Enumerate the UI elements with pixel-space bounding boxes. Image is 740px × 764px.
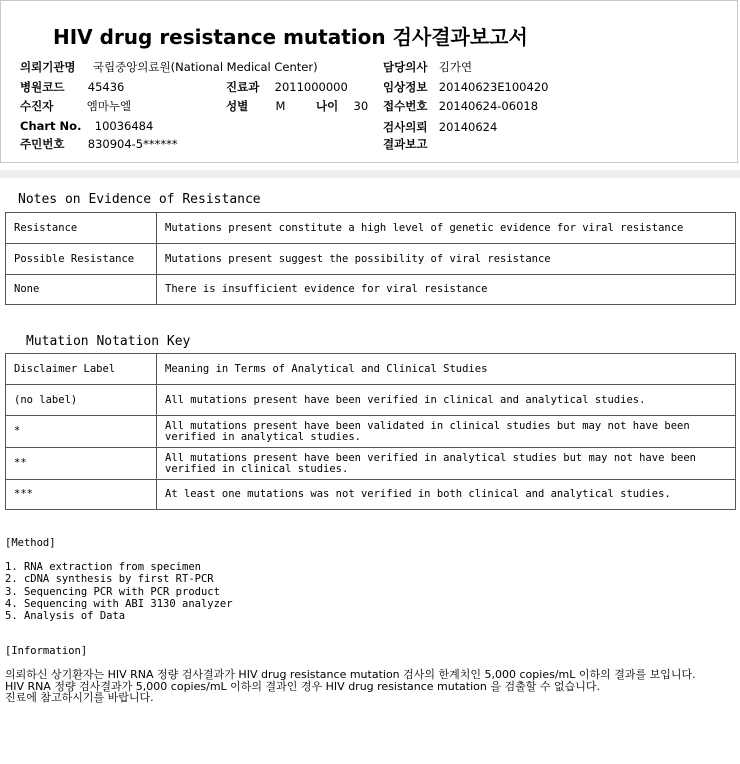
table-row bbox=[6, 213, 736, 244]
report-header bbox=[0, 0, 738, 163]
evidence-table bbox=[5, 212, 736, 305]
resident-no-field bbox=[20, 136, 178, 152]
request-date-label: 검사의뢰 bbox=[383, 120, 428, 134]
receipt-no-label: 접수번호 bbox=[383, 99, 428, 113]
notation-meaning: All mutations present have been validated in clinical studies but may not have been verified in analytical studies. bbox=[157, 416, 736, 448]
evidence-section-title: Notes on Evidence of Resistance bbox=[18, 192, 261, 207]
result-report-field bbox=[383, 136, 427, 152]
notation-meaning: At least one mutations was not verified in both clinical and analytical studies. bbox=[157, 480, 736, 510]
department-field bbox=[226, 79, 348, 95]
doctor-field bbox=[383, 59, 472, 75]
recipient-label: 수진자 bbox=[20, 99, 54, 113]
information-line: HIV RNA 정량 검사결과가 5,000 copies/mL 이하의 결과인 경우 HIV drug resistance mutation 을 검출할 수 없습니다. bbox=[5, 679, 600, 693]
evidence-term: Resistance bbox=[6, 213, 157, 244]
sex-label: 성별 bbox=[226, 99, 249, 113]
notation-section-title: Mutation Notation Key bbox=[26, 334, 191, 349]
section-divider bbox=[0, 170, 740, 178]
notation-label: *** bbox=[6, 480, 157, 510]
table-row bbox=[6, 448, 736, 480]
clinical-info-field bbox=[383, 79, 548, 95]
method-step: 5. Analysis of Data bbox=[5, 610, 126, 623]
notation-header-label: Disclaimer Label bbox=[6, 354, 157, 385]
clinical-info-label: 임상정보 bbox=[383, 80, 428, 94]
method-step: 3. Sequencing PCR with PCR product bbox=[5, 585, 220, 598]
notation-table bbox=[5, 353, 736, 510]
clinical-info-value: 20140623E100420 bbox=[438, 80, 549, 94]
department-value: 2011000000 bbox=[274, 80, 348, 94]
method-step: 2. cDNA synthesis by first RT-PCR bbox=[5, 573, 214, 586]
age-value: 30 bbox=[353, 99, 369, 113]
recipient-value: 엠마누엘 bbox=[86, 99, 132, 113]
information-line: 진료에 참고하시기를 바랍니다. bbox=[5, 691, 154, 704]
result-report-label: 결과보고 bbox=[383, 137, 428, 151]
evidence-meaning: Mutations present suggest the possibility of viral resistance bbox=[157, 244, 736, 275]
hospital-code-field bbox=[20, 79, 124, 95]
table-row bbox=[6, 385, 736, 416]
table-row bbox=[6, 480, 736, 510]
report-title: HIV drug resistance mutation 검사결과보고서 bbox=[53, 25, 528, 49]
hospital-code-value: 45436 bbox=[87, 80, 125, 94]
notation-label: * bbox=[6, 416, 157, 448]
age-label: 나이 bbox=[316, 99, 339, 113]
resident-no-value: 830904-5****** bbox=[87, 137, 178, 151]
hospital-code-label: 병원코드 bbox=[20, 80, 65, 94]
method-heading: [Method] bbox=[5, 537, 56, 549]
table-row bbox=[6, 275, 736, 305]
information-heading: [Information] bbox=[5, 645, 88, 657]
notation-header-meaning: Meaning in Terms of Analytical and Clinical Studies bbox=[157, 354, 736, 385]
resident-no-label: 주민번호 bbox=[20, 137, 65, 151]
doctor-value: 김가연 bbox=[438, 60, 473, 74]
institution-value: 국립중앙의료원(National Medical Center) bbox=[92, 60, 318, 74]
table-row bbox=[6, 244, 736, 275]
evidence-meaning: There is insufficient evidence for viral resistance bbox=[157, 275, 736, 305]
method-step: 4. Sequencing with ABI 3130 analyzer bbox=[5, 597, 233, 610]
notation-meaning: All mutations present have been verified in analytical studies but may not have been verified in clinical studies. bbox=[157, 448, 736, 480]
notation-meaning: All mutations present have been verified in clinical and analytical studies. bbox=[157, 385, 736, 416]
doctor-label: 담당의사 bbox=[383, 60, 428, 74]
information-line: 의뢰하신 상기환자는 HIV RNA 정량 검사결과가 HIV drug resistance mutation 검사의 한계치인 5,000 copies/mL 이하의 결과를 보입니다. bbox=[5, 668, 696, 681]
recipient-field bbox=[20, 98, 131, 114]
notation-label: ** bbox=[6, 448, 157, 480]
sex-value: M bbox=[275, 99, 286, 113]
notation-label: (no label) bbox=[6, 385, 157, 416]
chart-no-value: 10036484 bbox=[94, 119, 154, 133]
information-text bbox=[5, 669, 735, 704]
department-label: 진료과 bbox=[226, 80, 260, 94]
sex-field bbox=[226, 98, 285, 114]
evidence-term: None bbox=[6, 275, 157, 305]
table-row bbox=[6, 416, 736, 448]
table-header-row bbox=[6, 354, 736, 385]
receipt-no-value: 20140624-06018 bbox=[438, 99, 539, 113]
evidence-meaning: Mutations present constitute a high level of genetic evidence for viral resistance bbox=[157, 213, 736, 244]
chart-no-label: Chart No. bbox=[20, 119, 82, 133]
receipt-no-field bbox=[383, 98, 538, 114]
institution-label: 의뢰기관명 bbox=[20, 60, 76, 74]
institution-field bbox=[20, 59, 318, 75]
request-date-field bbox=[383, 119, 497, 135]
method-list bbox=[5, 561, 233, 622]
age-field bbox=[316, 98, 368, 114]
request-date-value: 20140624 bbox=[438, 120, 498, 134]
method-step: 1. RNA extraction from specimen bbox=[5, 561, 201, 573]
chart-no-field bbox=[20, 119, 153, 133]
evidence-term: Possible Resistance bbox=[6, 244, 157, 275]
